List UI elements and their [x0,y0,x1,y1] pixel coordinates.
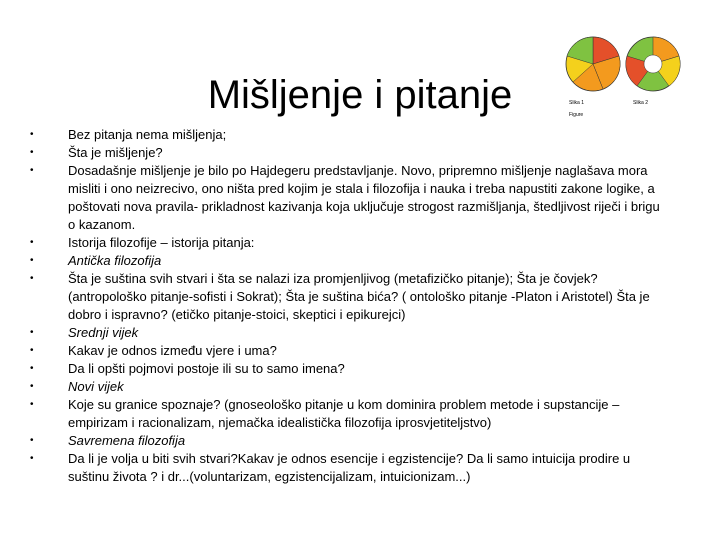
bullet-item [30,144,670,162]
bullet-text: Novi vijek [68,379,124,394]
bullet-item [30,270,670,324]
bullet-text: Istorija filozofije – istorija pitanja: [68,235,255,250]
bullet-item [30,450,670,486]
bullet-dot-icon: • [30,147,34,158]
bullet-text: Bez pitanja nema mišljenja; [68,127,227,142]
bullet-dot-icon: • [30,381,34,392]
bullet-item [30,162,670,234]
bullet-item [30,378,670,396]
left-figure-label: Slika 1 [569,100,585,106]
bullet-dot-icon: • [30,237,34,248]
bullet-dot-icon: • [30,435,34,446]
bullet-dot-icon: • [30,327,34,338]
bullet-dot-icon: • [30,129,34,140]
bullet-text: Da li je volja u biti svih stvari?Kakav je odnos esencije i egzistencije? Da li samo intuicija prodire u suštinu života ? i dr...(voluntarizam, egzistencijalizam, intuicionizam...) [68,451,631,484]
bullet-text: Koje su granice spoznaje? (gnoseološko pitanje u kom dominira problem metode i supstancije – empirizam i racionalizam, njemačka idealistička filozofija iprosvjetiteljstvo) [68,397,620,430]
bullet-text: Dosadašnje mišljenje je bilo po Hajdegeru predstavljanje. Novo, pripremno mišljenje naglašava mora misliti i ono neizrecivo, ono ništa pred kojim je stala i filozofija i nauka i treba napustiti zakone logike, a poštovati nova pravila- prikladnost kazivanja koja uključuje strogost razmišljanja, štedljivost riječi i brigu o kazanom. [68,163,660,232]
bullet-text: Kakav je odnos između vjere i uma? [68,343,277,358]
left-pie [566,37,620,91]
slide-title: Mišljenje i pitanje [207,72,513,117]
bullet-dot-icon: • [30,165,34,176]
bullet-dot-icon: • [30,363,34,374]
right-figure-label: Slika 2 [633,100,649,106]
bullet-item [30,432,670,450]
bullet-dot-icon: • [30,399,34,410]
bullet-text: Šta je suština svih stvari i šta se nalazi iza promjenljivog (metafizičko pitanje); Šta je čovjek? (antropološko pitanje-sofisti i Sokrat); Šta je suština bića? ( ontološko pitanje -Platon i Aristotel) Šta je dobro i ispravno? (etičko pitanje-stoici, skeptici i epikurejci) [68,271,650,322]
bullet-list [30,126,670,486]
bullet-text: Savremena filozofija [68,433,186,448]
figure-caption: Figure [569,112,584,118]
bullet-item [30,324,670,342]
diagram-image [563,24,693,120]
bullet-item [30,126,670,144]
right-pie [626,37,680,91]
bullet-item [30,342,670,360]
bullet-item [30,360,670,378]
figure-thumbnail [563,24,693,120]
bullet-item [30,252,670,270]
bullet-item [30,234,670,252]
bullet-text: Srednji vijek [68,325,139,340]
bullet-dot-icon: • [30,273,34,284]
bullet-item [30,396,670,432]
bullet-text: Šta je mišljenje? [68,145,163,160]
bullet-text: Da li opšti pojmovi postoje ili su to samo imena? [68,361,345,376]
bullet-dot-icon: • [30,453,34,464]
bullet-dot-icon: • [30,345,34,356]
bullet-dot-icon: • [30,255,34,266]
bullet-text: Antička filozofija [68,253,162,268]
